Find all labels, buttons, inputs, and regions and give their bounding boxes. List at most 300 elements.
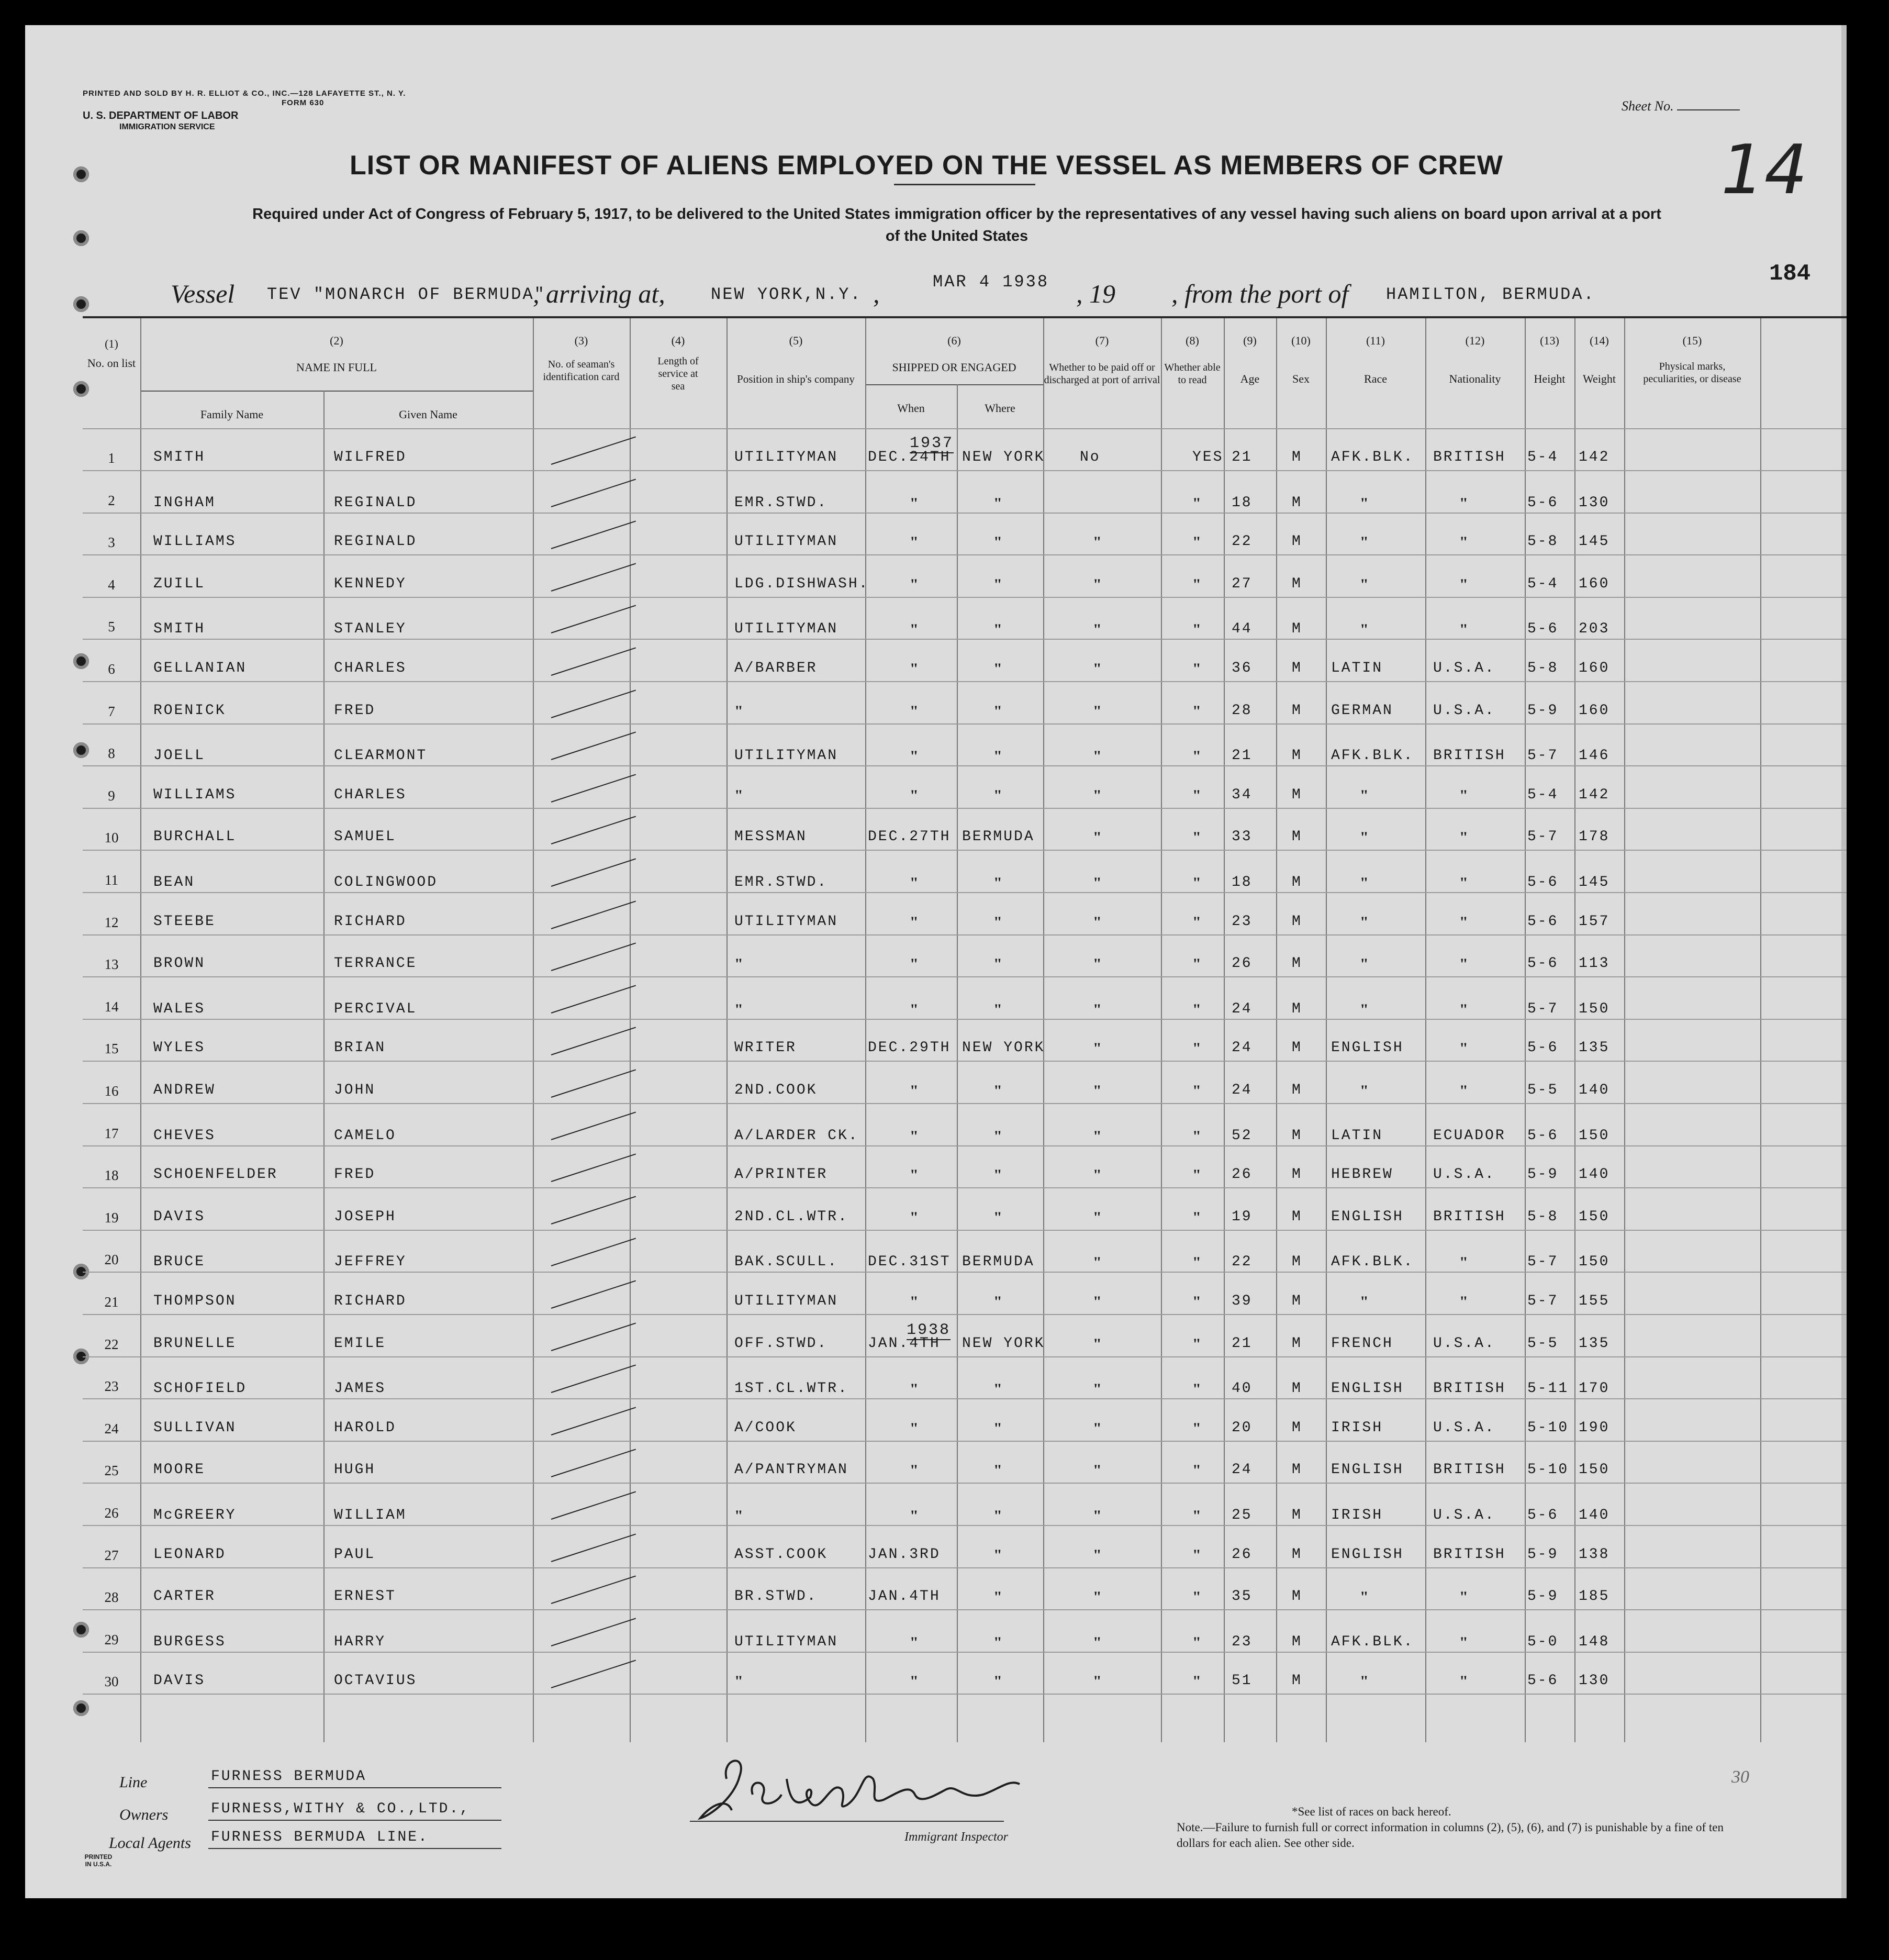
shipped-when-cell: ": [910, 702, 919, 720]
sex-cell: M: [1292, 748, 1302, 764]
able-to-read-cell: ": [1192, 1673, 1201, 1690]
position-cell: MESSMAN: [734, 829, 807, 845]
paid-off-cell: ": [1093, 748, 1102, 765]
table-row: [83, 429, 1847, 471]
given-name-cell: JAMES: [334, 1380, 386, 1397]
height-cell: 5-9: [1527, 702, 1559, 719]
printed-mark: PRINTED IN U.S.A.: [84, 1853, 113, 1868]
given-name-cell: RICHARD: [334, 1293, 407, 1309]
age-cell: 23: [1232, 913, 1253, 930]
shipped-where-cell: ": [993, 913, 1002, 931]
family-name-cell: BRUCE: [153, 1254, 206, 1271]
table-row: [83, 767, 1847, 809]
column-header-no: No. on list: [87, 357, 136, 370]
check-mark-stroke: [551, 1154, 636, 1182]
legal-note: [1177, 1804, 1752, 1851]
given-name-cell: STANLEY: [334, 621, 407, 638]
weight-cell: 157: [1579, 913, 1610, 930]
age-cell: 24: [1232, 1000, 1253, 1017]
sex-cell: M: [1292, 1040, 1302, 1056]
table-row: [83, 1062, 1847, 1104]
height-cell: 5-4: [1527, 786, 1559, 803]
shipped-when-cell: JAN.3RD: [868, 1546, 941, 1563]
sex-cell: M: [1292, 621, 1302, 638]
shipped-when-cell: ": [910, 1633, 919, 1651]
table-row: [83, 809, 1847, 851]
position-cell: BR.STWD.: [734, 1588, 818, 1605]
position-cell: 2ND.COOK: [734, 1082, 818, 1098]
shipped-when-cell: ": [910, 1507, 919, 1524]
age-cell: 24: [1232, 1462, 1253, 1478]
column-header-family-name: Family Name: [200, 408, 264, 421]
check-mark-stroke: [551, 1280, 636, 1309]
age-cell: 22: [1232, 533, 1253, 550]
given-name-cell: JEFFREY: [334, 1254, 407, 1271]
race-cell: ENGLISH: [1331, 1462, 1404, 1478]
age-cell: 51: [1232, 1673, 1253, 1689]
able-to-read-cell: ": [1192, 1380, 1201, 1398]
family-name-cell: WILLIAMS: [153, 786, 237, 803]
check-mark-stroke: [551, 1111, 636, 1140]
shipped-where-cell: ": [993, 1380, 1002, 1398]
able-to-read-cell: ": [1192, 955, 1201, 973]
form-number: FORM 630: [282, 98, 325, 107]
able-to-read-cell: ": [1192, 702, 1201, 720]
paid-off-cell: ": [1093, 1127, 1102, 1145]
manifest-table: [83, 318, 1847, 1742]
weight-cell: 178: [1579, 829, 1610, 845]
able-to-read-cell: ": [1192, 1293, 1201, 1310]
sex-cell: M: [1292, 1507, 1302, 1523]
sex-cell: M: [1292, 1254, 1302, 1271]
family-name-cell: WYLES: [153, 1040, 206, 1056]
row-number: 25: [104, 1463, 119, 1479]
owners-value: FURNESS,WITHY & CO.,LTD.,: [211, 1801, 471, 1817]
height-cell: 5-6: [1527, 621, 1559, 638]
nationality-cell: ": [1459, 874, 1468, 892]
age-cell: 52: [1232, 1127, 1253, 1144]
race-cell: ": [1360, 913, 1369, 931]
row-number: 1: [108, 450, 115, 466]
able-to-read-cell: ": [1192, 621, 1201, 639]
given-name-cell: HAROLD: [334, 1419, 396, 1436]
manifest-footer: [83, 1742, 1847, 1898]
shipped-when-cell: ": [910, 955, 919, 973]
family-name-cell: McGREERY: [153, 1507, 237, 1523]
table-row: [83, 725, 1847, 766]
able-to-read-cell: ": [1192, 748, 1201, 765]
paid-off-cell: ": [1093, 1419, 1102, 1437]
paid-off-cell: ": [1093, 874, 1102, 892]
height-cell: 5-7: [1527, 748, 1559, 764]
row-number: 15: [104, 1041, 119, 1057]
height-cell: 5-6: [1527, 955, 1559, 972]
row-number: 30: [104, 1674, 119, 1690]
age-cell: 44: [1232, 621, 1253, 638]
column-header-length-of-service: Length of service at sea: [657, 355, 699, 392]
race-cell: ": [1360, 1673, 1369, 1690]
able-to-read-cell: ": [1192, 1419, 1201, 1437]
age-cell: 22: [1232, 1254, 1253, 1271]
column-header-weight: Weight: [1583, 372, 1616, 385]
paid-off-cell: ": [1093, 1040, 1102, 1057]
given-name-cell: HARRY: [334, 1633, 386, 1650]
height-cell: 5-7: [1527, 1254, 1559, 1271]
race-cell: ": [1360, 1588, 1369, 1606]
arrival-date-stamp: MAR 4 1938: [933, 272, 1049, 292]
nationality-cell: U.S.A.: [1433, 702, 1495, 719]
given-name-cell: COLINGWOOD: [334, 874, 438, 890]
family-name-cell: ZUILL: [153, 575, 206, 592]
column-number: (2): [330, 334, 343, 347]
check-mark-stroke: [551, 521, 636, 549]
position-cell: UTILITYMAN: [734, 533, 839, 550]
department-block: [83, 110, 238, 133]
position-cell: A/LARDER CK.: [734, 1127, 859, 1144]
height-cell: 5-9: [1527, 1588, 1559, 1605]
sheet-number-field: [1622, 98, 1740, 114]
row-number: 24: [104, 1420, 119, 1436]
age-cell: 33: [1232, 829, 1253, 845]
paid-off-cell: ": [1093, 621, 1102, 639]
able-to-read-cell: ": [1192, 1462, 1201, 1479]
paid-off-cell: ": [1093, 533, 1102, 551]
handwritten-sheet-number: 14: [1721, 130, 1808, 209]
table-row: [83, 936, 1847, 977]
family-name-cell: WILLIAMS: [153, 533, 237, 550]
row-number: 19: [104, 1209, 119, 1226]
paid-off-cell: ": [1093, 1335, 1102, 1353]
check-mark-stroke: [551, 1491, 636, 1520]
table-row: [83, 851, 1847, 893]
shipped-where-cell: ": [993, 1633, 1002, 1651]
nationality-cell: ": [1459, 955, 1468, 973]
check-mark-stroke: [551, 943, 636, 971]
line-label: Line: [119, 1774, 148, 1791]
row-rule: [83, 1694, 1847, 1695]
able-to-read-cell: ": [1192, 1546, 1201, 1564]
given-name-cell: REGINALD: [334, 533, 417, 550]
shipped-when-cell: DEC.27TH: [868, 829, 951, 845]
paid-off-cell: ": [1093, 829, 1102, 847]
position-cell: UTILITYMAN: [734, 621, 839, 638]
family-name-cell: SCHOFIELD: [153, 1380, 247, 1397]
column-number: (1): [105, 337, 118, 350]
age-cell: 26: [1232, 1166, 1253, 1183]
given-name-cell: HUGH: [334, 1462, 376, 1478]
position-cell: EMR.STWD.: [734, 494, 828, 511]
table-row: [83, 1105, 1847, 1146]
nationality-cell: ": [1459, 1082, 1468, 1099]
race-cell: ENGLISH: [1331, 1380, 1404, 1397]
position-cell: ": [734, 786, 743, 804]
paid-off-cell: ": [1093, 913, 1102, 931]
check-mark-stroke: [551, 1027, 636, 1055]
able-to-read-cell: ": [1192, 1633, 1201, 1651]
shipped-when-cell: ": [910, 1419, 919, 1437]
paid-off-cell: ": [1093, 1507, 1102, 1524]
shipped-when-cell: ": [910, 1000, 919, 1018]
paid-off-cell: ": [1093, 1293, 1102, 1310]
family-name-cell: ANDREW: [153, 1082, 216, 1098]
shipped-when-cell: ": [910, 1082, 919, 1099]
age-cell: 25: [1232, 1507, 1253, 1523]
height-cell: 5-6: [1527, 1507, 1559, 1523]
nationality-cell: ": [1459, 1293, 1468, 1310]
shipped-when-cell: ": [910, 621, 919, 639]
column-number: (9): [1243, 334, 1257, 347]
age-cell: 40: [1232, 1380, 1253, 1397]
able-to-read-cell: ": [1192, 829, 1201, 847]
check-mark-stroke: [551, 1533, 636, 1562]
row-number: 20: [104, 1252, 119, 1268]
able-to-read-cell: ": [1192, 786, 1201, 804]
able-to-read-cell: ": [1192, 1254, 1201, 1272]
age-cell: 20: [1232, 1419, 1253, 1436]
shipped-subrule: [865, 384, 1043, 385]
paid-off-cell: ": [1093, 1082, 1102, 1099]
shipped-when-cell: ": [910, 660, 919, 677]
given-name-cell: FRED: [334, 702, 376, 719]
able-to-read-cell: ": [1192, 1588, 1201, 1606]
family-name-cell: STEEBE: [153, 913, 216, 930]
weight-cell: 203: [1579, 621, 1610, 638]
column-header-given-name: Given Name: [399, 408, 457, 421]
position-cell: UTILITYMAN: [734, 913, 839, 930]
row-number: 5: [108, 619, 115, 635]
age-cell: 21: [1232, 449, 1253, 465]
shipped-when-cell: ": [910, 1293, 919, 1310]
given-name-cell: FRED: [334, 1166, 376, 1183]
family-name-cell: BRUNELLE: [153, 1335, 237, 1352]
race-cell: IRISH: [1331, 1419, 1383, 1436]
sex-cell: M: [1292, 660, 1302, 676]
line-rule: [208, 1787, 501, 1788]
given-name-cell: ERNEST: [334, 1588, 396, 1605]
paid-off-cell: ": [1093, 1380, 1102, 1398]
paid-off-cell: ": [1093, 1462, 1102, 1479]
column-header-shipped: SHIPPED OR ENGAGED: [892, 361, 1016, 374]
nationality-cell: BRITISH: [1433, 1462, 1506, 1478]
position-cell: 2ND.CL.WTR.: [734, 1208, 848, 1225]
inspector-label: Immigrant Inspector: [904, 1830, 1008, 1844]
shipped-where-cell: NEW YORK: [962, 1335, 1045, 1352]
family-name-cell: CHEVES: [153, 1127, 216, 1144]
shipped-where-cell: ": [993, 748, 1002, 765]
year-note-1938: 1938: [907, 1321, 951, 1339]
paid-off-cell: ": [1093, 660, 1102, 677]
printer-line: PRINTED AND SOLD BY H. R. ELLIOT & CO., INC.—128 LAFAYETTE ST., N. Y.: [83, 89, 406, 98]
position-cell: LDG.DISHWASH.: [734, 575, 869, 592]
shipped-when-cell: JAN.4TH: [868, 1335, 941, 1352]
weight-cell: 150: [1579, 1000, 1610, 1017]
family-name-cell: ROENICK: [153, 702, 226, 719]
race-cell: ": [1360, 1293, 1369, 1310]
shipped-where-cell: ": [993, 1462, 1002, 1479]
height-cell: 5-6: [1527, 1127, 1559, 1144]
weight-cell: 145: [1579, 533, 1610, 550]
weight-cell: 160: [1579, 575, 1610, 592]
check-mark-stroke: [551, 816, 636, 844]
able-to-read-cell: YES: [1192, 449, 1224, 465]
shipped-when-cell: ": [910, 1127, 919, 1145]
punch-hole: [73, 166, 89, 182]
race-cell: ": [1360, 786, 1369, 804]
row-number: 16: [104, 1083, 119, 1099]
check-mark-stroke: [551, 1196, 636, 1224]
given-name-cell: PERCIVAL: [334, 1000, 417, 1017]
weight-cell: 140: [1579, 1082, 1610, 1098]
height-cell: 5-10: [1527, 1419, 1569, 1436]
sex-cell: M: [1292, 1419, 1302, 1436]
paid-off-cell: ": [1093, 1588, 1102, 1606]
table-row: [83, 1568, 1847, 1610]
sex-cell: M: [1292, 494, 1302, 511]
given-name-cell: CHARLES: [334, 660, 407, 676]
sex-cell: M: [1292, 449, 1302, 465]
position-cell: A/PRINTER: [734, 1166, 828, 1183]
check-mark-stroke: [551, 774, 636, 802]
height-cell: 5-7: [1527, 1293, 1559, 1309]
able-to-read-cell: ": [1192, 1166, 1201, 1184]
local-agents-value: FURNESS BERMUDA LINE.: [211, 1829, 429, 1845]
row-number: 6: [108, 661, 115, 677]
given-name-cell: EMILE: [334, 1335, 386, 1352]
table-row: [83, 1273, 1847, 1315]
shipped-when-cell: ": [910, 1166, 919, 1184]
family-name-cell: DAVIS: [153, 1673, 206, 1689]
arriving-port: NEW YORK,N.Y.: [711, 285, 862, 304]
weight-cell: 170: [1579, 1380, 1610, 1397]
race-cell: ENGLISH: [1331, 1040, 1404, 1056]
race-cell: AFK.BLK.: [1331, 449, 1414, 465]
nationality-cell: ": [1459, 829, 1468, 847]
check-mark-stroke: [551, 1618, 636, 1646]
position-cell: A/PANTRYMAN: [734, 1462, 848, 1478]
column-header-nationality: Nationality: [1449, 372, 1501, 385]
race-cell: ": [1360, 1000, 1369, 1018]
column-number: (14): [1590, 334, 1609, 347]
able-to-read-cell: ": [1192, 494, 1201, 512]
age-cell: 26: [1232, 1546, 1253, 1563]
weight-cell: 150: [1579, 1254, 1610, 1271]
given-name-cell: REGINALD: [334, 494, 417, 511]
sex-cell: M: [1292, 1127, 1302, 1144]
age-cell: 39: [1232, 1293, 1253, 1309]
height-cell: 5-9: [1527, 1166, 1559, 1183]
row-number: 17: [104, 1125, 119, 1141]
age-cell: 23: [1232, 1633, 1253, 1650]
given-name-cell: CAMELO: [334, 1127, 396, 1144]
nationality-cell: ": [1459, 494, 1468, 512]
paid-off-cell: ": [1093, 1208, 1102, 1226]
age-cell: 21: [1232, 1335, 1253, 1352]
shipped-when-cell: DEC.24TH: [868, 449, 951, 465]
nationality-cell: BRITISH: [1433, 1546, 1506, 1563]
handwritten-count: 30: [1731, 1767, 1749, 1787]
table-row: [83, 1316, 1847, 1357]
given-name-cell: RICHARD: [334, 913, 407, 930]
age-cell: 24: [1232, 1082, 1253, 1098]
position-cell: UTILITYMAN: [734, 748, 839, 764]
shipped-where-cell: ": [993, 786, 1002, 804]
given-name-cell: KENNEDY: [334, 575, 407, 592]
able-to-read-cell: ": [1192, 1082, 1201, 1099]
given-name-cell: JOHN: [334, 1082, 376, 1098]
nationality-cell: ": [1459, 533, 1468, 551]
position-cell: OFF.STWD.: [734, 1335, 828, 1352]
shipped-where-cell: NEW YORK: [962, 1040, 1045, 1056]
shipped-where-cell: ": [993, 1000, 1002, 1018]
race-cell: AFK.BLK.: [1331, 1254, 1414, 1271]
shipped-where-cell: ": [993, 1293, 1002, 1310]
age-cell: 19: [1232, 1208, 1253, 1225]
column-number: (3): [574, 334, 588, 347]
paid-off-cell: ": [1093, 1000, 1102, 1018]
table-row: [83, 1231, 1847, 1273]
row-number: 12: [104, 914, 119, 930]
column-header-name: NAME IN FULL: [296, 361, 377, 374]
shipped-where-cell: ": [993, 1419, 1002, 1437]
row-number: 8: [108, 745, 115, 762]
race-cell: IRISH: [1331, 1507, 1383, 1523]
table-row: [83, 1611, 1847, 1653]
column-number: (15): [1682, 334, 1702, 347]
check-mark-stroke: [551, 689, 636, 718]
row-number: 13: [104, 956, 119, 973]
race-cell: FRENCH: [1331, 1335, 1393, 1352]
weight-cell: 140: [1579, 1166, 1610, 1183]
race-cell: ": [1360, 1082, 1369, 1099]
paid-off-cell: ": [1093, 1254, 1102, 1272]
column-header-physical-marks: Physical marks, peculiarities, or disease: [1643, 361, 1741, 385]
sex-cell: M: [1292, 955, 1302, 972]
title-underline: [894, 184, 1035, 185]
shipped-when-cell: ": [910, 494, 919, 512]
sex-cell: M: [1292, 1293, 1302, 1309]
height-cell: 5-9: [1527, 1546, 1559, 1563]
able-to-read-cell: ": [1192, 1000, 1201, 1018]
sex-cell: M: [1292, 1082, 1302, 1098]
age-cell: 26: [1232, 955, 1253, 972]
column-header-position: Position in ship's company: [737, 373, 855, 385]
position-cell: ASST.COOK: [734, 1546, 828, 1563]
check-mark-stroke: [551, 1070, 636, 1098]
column-header-id-card: No. of seaman's identification card: [543, 359, 620, 383]
shipped-when-cell: DEC.31ST: [868, 1254, 951, 1271]
column-header-age: Age: [1240, 372, 1260, 385]
family-name-cell: BURGESS: [153, 1633, 226, 1650]
race-cell: ": [1360, 575, 1369, 593]
nationality-cell: BRITISH: [1433, 1208, 1506, 1225]
age-cell: 36: [1232, 660, 1253, 676]
arriving-label: , arriving at,: [533, 279, 665, 308]
sex-cell: M: [1292, 702, 1302, 719]
family-name-cell: LEONARD: [153, 1546, 226, 1563]
nationality-cell: U.S.A.: [1433, 1335, 1495, 1352]
age-cell: 35: [1232, 1588, 1253, 1605]
race-cell: ": [1360, 955, 1369, 973]
row-number: 29: [104, 1631, 119, 1647]
height-cell: 5-8: [1527, 1208, 1559, 1225]
column-header-paid-off: Whether to be paid off or discharged at port of arrival: [1044, 362, 1160, 386]
shipped-where-cell: ": [993, 702, 1002, 720]
weight-cell: 150: [1579, 1127, 1610, 1144]
paid-off-cell: ": [1093, 702, 1102, 720]
column-number: (7): [1095, 334, 1109, 347]
sex-cell: M: [1292, 1462, 1302, 1478]
shipped-where-cell: ": [993, 1588, 1002, 1606]
